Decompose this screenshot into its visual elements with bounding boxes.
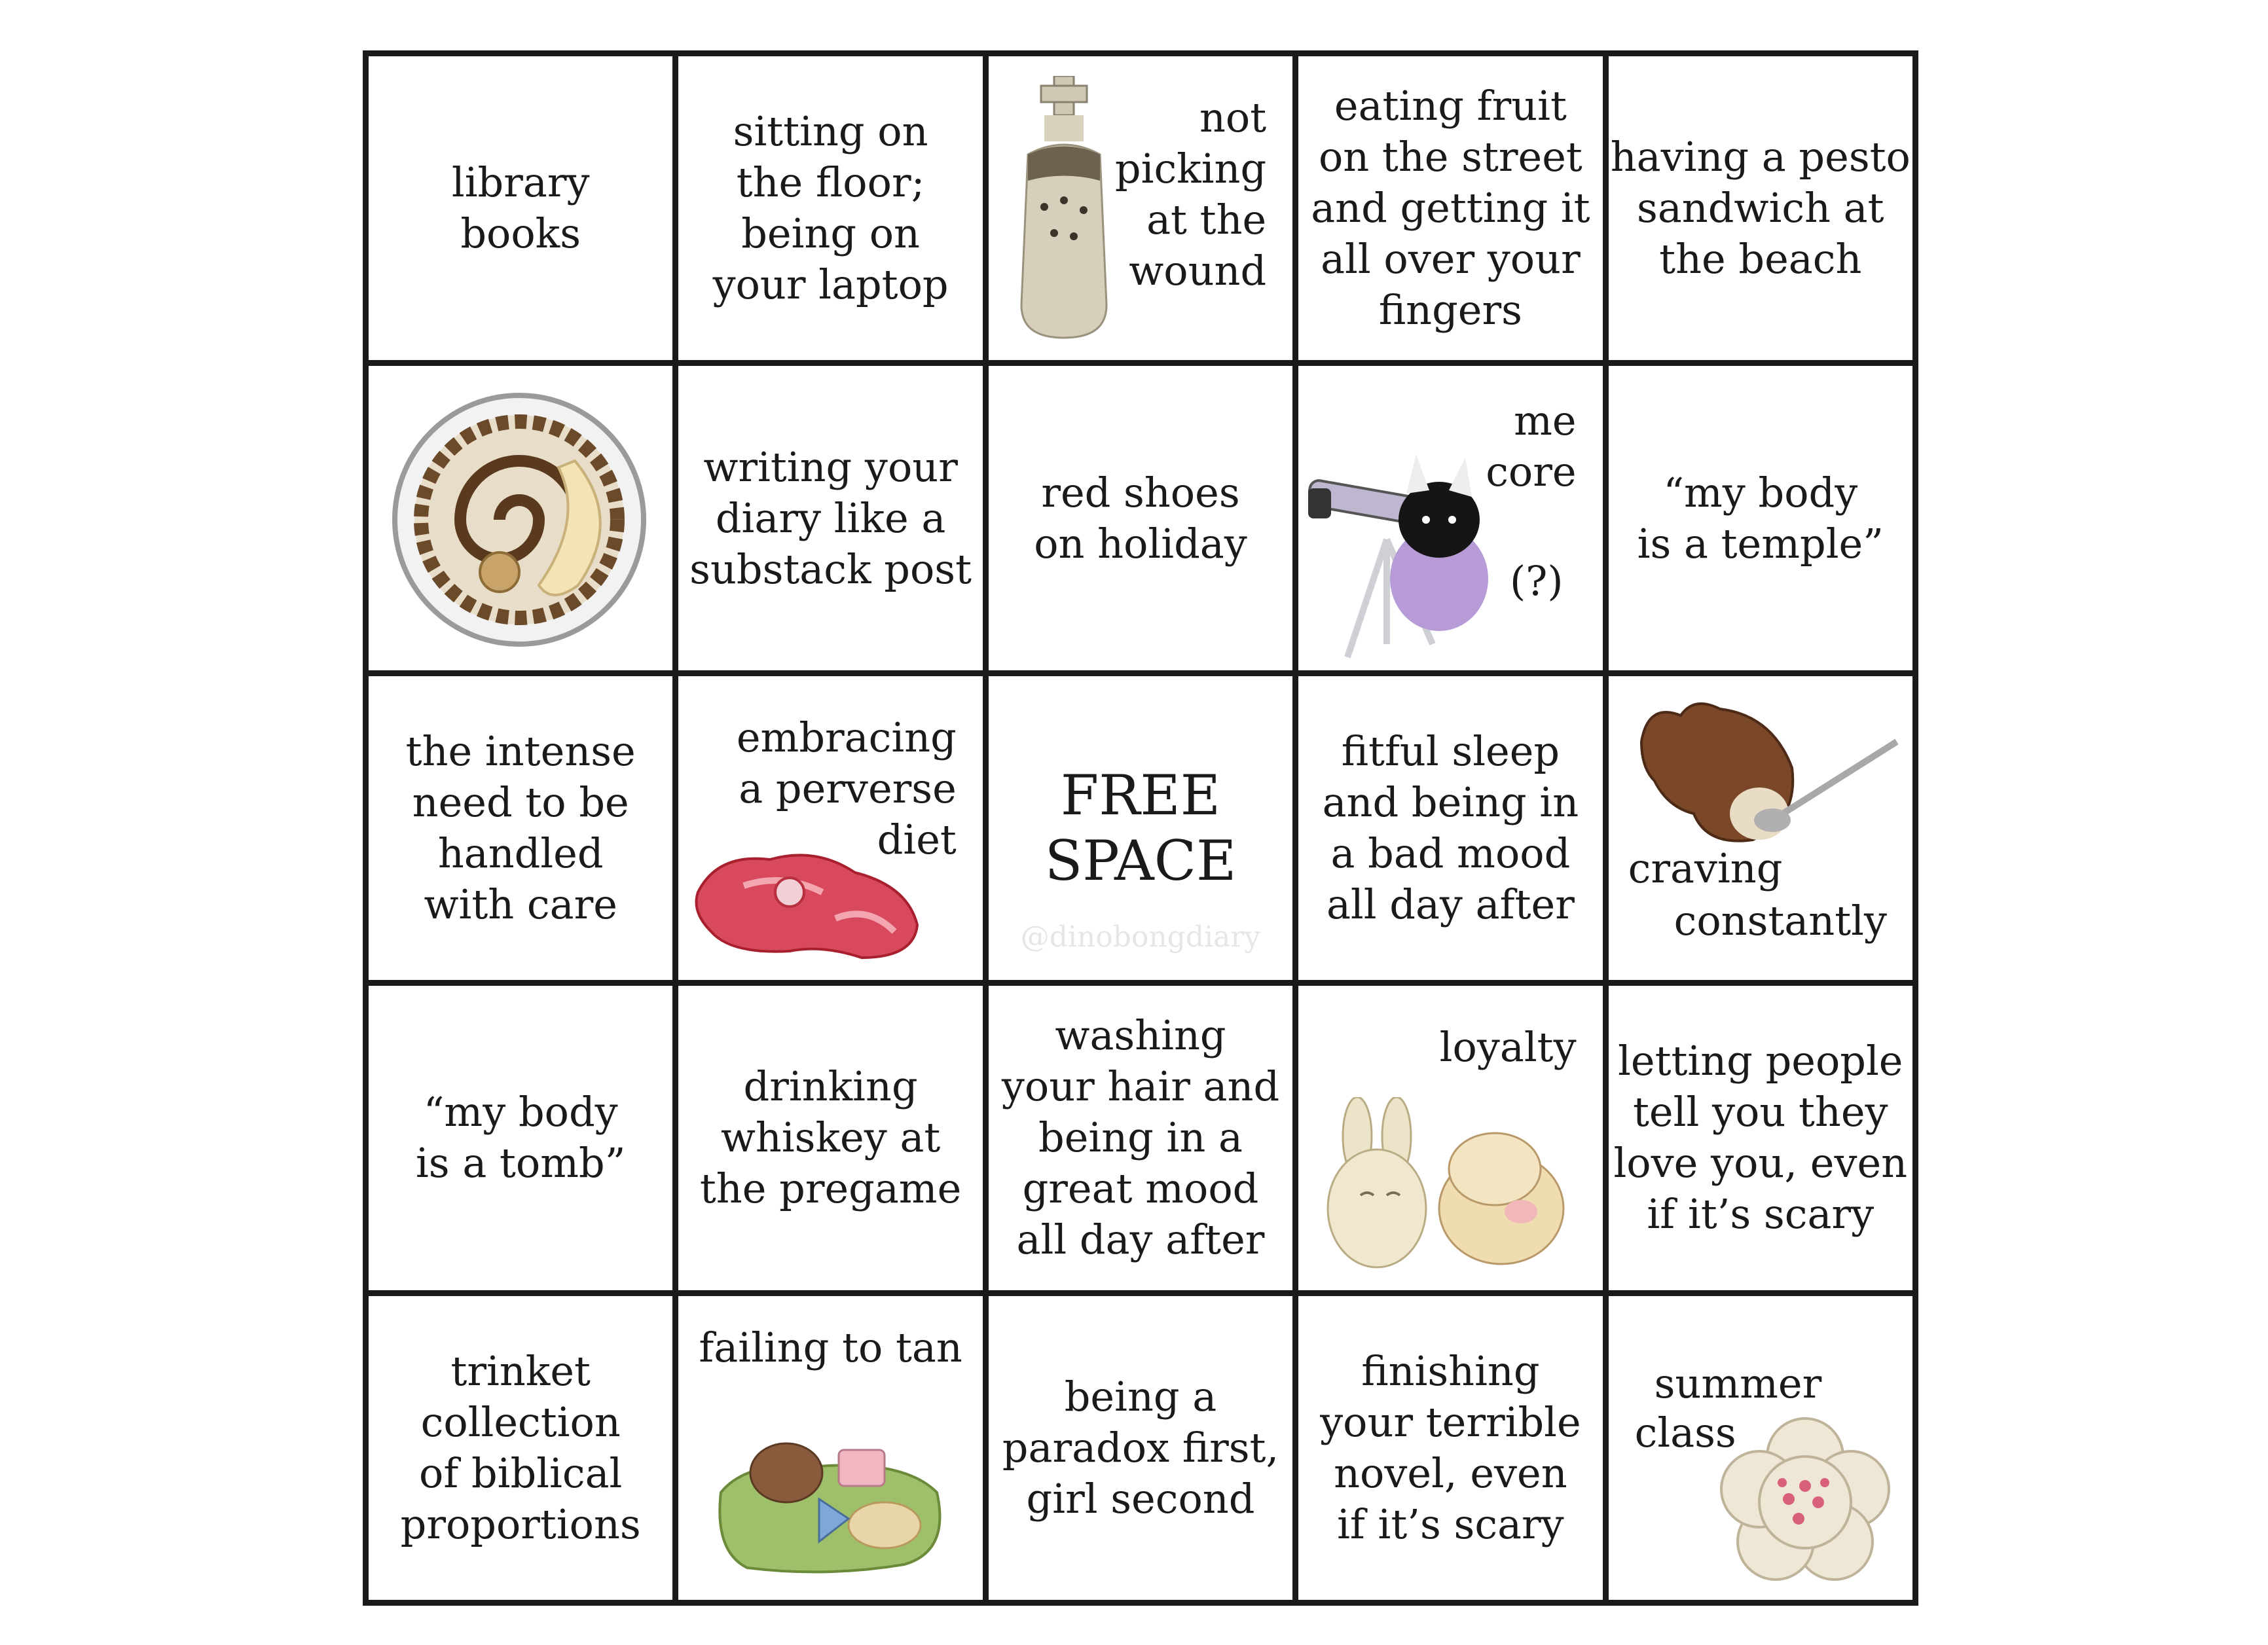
cell-label: class	[1634, 1408, 1736, 1456]
cell-label: me core	[1486, 397, 1577, 496]
raw-meat-icon	[691, 833, 927, 964]
cell-label: trinket collection of biblical proportions	[400, 1347, 641, 1548]
oatmeal-bowl-icon	[388, 389, 650, 651]
bingo-cell	[678, 676, 982, 980]
bingo-cell	[369, 986, 672, 1290]
chocolate-bunny-icon	[1628, 689, 1910, 853]
bingo-cell	[678, 986, 982, 1290]
bingo-cell	[1298, 676, 1602, 980]
bingo-board	[363, 50, 1918, 1606]
bingo-cell	[989, 366, 1292, 670]
cell-label: eating fruit on the street and getting it all over your fingers	[1311, 82, 1590, 334]
bingo-cell	[1609, 676, 1912, 980]
bingo-cell	[1609, 986, 1912, 1290]
cell-label: finishing your terrible novel, even if it’s scary	[1320, 1347, 1581, 1548]
bingo-cell	[1298, 56, 1602, 360]
ceramic-tray-icon	[708, 1420, 957, 1578]
bingo-cell	[369, 366, 672, 670]
cell-label: fitful sleep and being in a bad mood all day after	[1322, 727, 1579, 928]
cell-label: summer	[1654, 1359, 1822, 1407]
ceramic-bunnies-icon	[1325, 1097, 1573, 1274]
bingo-cell	[1609, 1296, 1912, 1600]
bingo-cell	[1298, 1296, 1602, 1600]
cell-label: the intense need to be handled with care	[405, 727, 636, 928]
cell-label: red shoes on holiday	[1034, 468, 1247, 568]
cell-label: failing to tan	[699, 1323, 962, 1371]
cell-label: writing your diary like a substack post	[689, 443, 972, 593]
cell-label: not picking at the wound	[1114, 94, 1267, 295]
bingo-cell	[678, 366, 982, 670]
ceramic-bottle-icon	[1008, 76, 1120, 344]
cell-label: (?)	[1509, 557, 1564, 606]
bingo-cell	[369, 56, 672, 360]
bingo-cell	[1298, 366, 1602, 670]
cell-label: washing your hair and being in a great mood all day after	[1001, 1011, 1280, 1264]
cell-label: constantly	[1674, 896, 1887, 945]
bingo-cell	[678, 56, 982, 360]
cell-label: having a pesto sandwich at the beach	[1610, 133, 1911, 283]
bingo-cell	[1609, 56, 1912, 360]
cat-telescope-icon	[1308, 428, 1498, 664]
watermark: @dinobongdiary	[1020, 920, 1261, 954]
cell-label: drinking whiskey at the pregame	[699, 1062, 962, 1213]
cell-label: “my body is a tomb”	[415, 1088, 626, 1187]
bingo-cell	[989, 676, 1292, 980]
cell-label: sitting on the floor; being on your laptop	[712, 107, 949, 309]
free-space-label: FREE SPACE	[1044, 763, 1237, 893]
bingo-cell	[1298, 986, 1602, 1290]
bingo-cell	[678, 1296, 982, 1600]
bingo-cell	[989, 56, 1292, 360]
bingo-cell	[369, 676, 672, 980]
cell-label: loyalty	[1439, 1023, 1577, 1072]
cell-label: craving	[1628, 844, 1783, 892]
bingo-cell	[369, 1296, 672, 1600]
cell-label: library books	[451, 158, 590, 258]
bingo-cell	[1609, 366, 1912, 670]
cell-label: letting people tell you they love you, even if it’s scary	[1613, 1037, 1908, 1238]
cell-label: “my body is a temple”	[1637, 468, 1884, 568]
bingo-cell	[989, 986, 1292, 1290]
cell-label: being a paradox first, girl second	[1002, 1372, 1279, 1523]
cell-label: embracing a perverse diet	[736, 713, 957, 863]
flower-dish-icon	[1720, 1417, 1890, 1581]
bingo-cell	[989, 1296, 1292, 1600]
